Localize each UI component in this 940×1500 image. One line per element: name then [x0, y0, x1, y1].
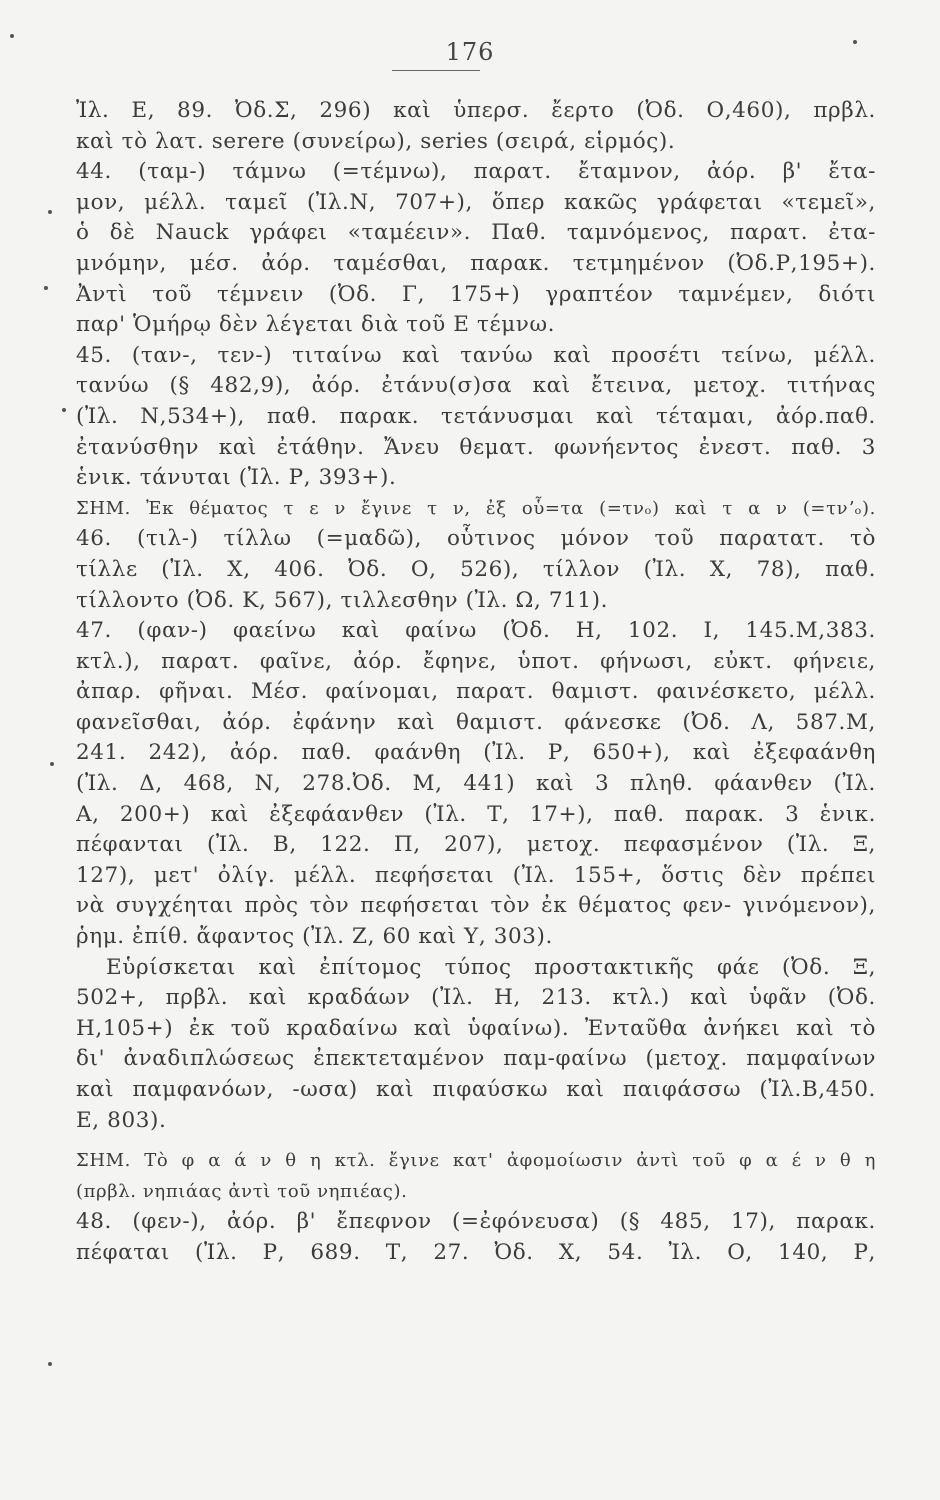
- text-line: Ε, 803).: [76, 1107, 167, 1133]
- text-line: Εὑρίσκεται καὶ ἐπίτομος τύπος προστακτικῆς φάε (Ὀδ. Ξ,: [106, 954, 876, 980]
- print-speck: [48, 1362, 52, 1366]
- note-line: ΣΗΜ. Ἐκ θέματος τ ε ν ἔγινε τ ν, ἐξ οὗ=τα (=τνₒ) καὶ τ α ν (=τνʼₒ).: [76, 497, 876, 519]
- print-speck: [10, 34, 14, 38]
- text-line: 44. (ταμ-) τάμνω (=τέμνω), παρατ. ἔταμνον, ἀόρ. β' ἔτα-: [76, 159, 876, 185]
- print-speck: [853, 40, 857, 44]
- text-line: 48. (φεν-), ἀόρ. β' ἔπεφνον (=ἐφόνευσα) (§ 485, 17), παρακ.: [76, 1209, 876, 1235]
- text-line: Η,105+) ἐκ τοῦ κραδαίνω καὶ ὑφαίνω). Ἐνταῦθα ἀνήκει καὶ τὸ: [76, 1015, 876, 1041]
- print-speck: [44, 286, 48, 290]
- text-body: [76, 96, 876, 1269]
- text-line: πέφαται (Ἰλ. Ρ, 689. Τ, 27. Ὀδ. Χ, 54. Ἰλ. Ο, 140, Ρ,: [76, 1239, 876, 1265]
- text-line: (Ἰλ. Δ, 468, Ν, 278.Ὀδ. Μ, 441) καὶ 3 πληθ. φάανθεν (Ἰλ.: [76, 771, 876, 797]
- paragraph-gap: [76, 1136, 876, 1146]
- print-speck: [48, 210, 52, 214]
- text-line: φανεῖσθαι, ἀόρ. ἐφάνην καὶ θαμιστ. φάνεσκε (Ὀδ. Λ, 587.Μ,: [76, 709, 876, 735]
- text-line: μον, μέλλ. ταμεῖ (Ἰλ.Ν, 707+), ὅπερ κακῶς γράφεται «τεμεῖ»,: [76, 189, 876, 215]
- text-line: 241. 242), ἀόρ. παθ. φαάνθη (Ἰλ. Ρ, 650+), καὶ ἐξεφαάνθη: [76, 740, 876, 766]
- text-line: τίλλε (Ἰλ. Χ, 406. Ὀδ. Ο, 526), τίλλον (Ἰλ. Χ, 78), παθ.: [76, 556, 876, 582]
- text-line: δι' ἀναδιπλώσεως ἐπεκτεταμένον παμ-φαίνω (μετοχ. παμφαίνων: [76, 1046, 876, 1072]
- text-line: ἐτανύσθην καὶ ἐτάθην. Ἄνευ θεματ. φωνήεντος ἐνεστ. παθ. 3: [76, 434, 876, 460]
- text-line: Ἰλ. Ε, 89. Ὀδ.Σ, 296) καὶ ὑπερσ. ἔερτο (Ὀδ. Ο,460), πρβλ.: [76, 98, 876, 123]
- text-line: τίλλοντο (Ὀδ. Κ, 567), τιλλεσθην (Ἰλ. Ω, 711).: [76, 587, 609, 613]
- print-speck: [50, 762, 54, 766]
- text-line: ἑνικ. τάνυται (Ἰλ. Ρ, 393+).: [76, 465, 397, 491]
- text-line: 46. (τιλ-) τίλλω (=μαδῶ), οὗτινος μόνον τοῦ παρατατ. τὸ: [76, 526, 876, 552]
- page-number: 176: [445, 38, 495, 66]
- text-line: ὁ δὲ Nauck γράφει «ταμέειν». Παθ. ταμνόμενος, παρατ. ἐτα-: [76, 220, 876, 246]
- text-line: (Ἰλ. Ν,534+), παθ. παρακ. τετάνυσμαι καὶ τέταμαι, ἀόρ.παθ.: [76, 403, 876, 429]
- text-line: ἀπαρ. φῆναι. Μέσ. φαίνομαι, παρατ. θαμιστ. φαινέσκετο, μέλλ.: [76, 679, 876, 705]
- text-line: 47. (φαν-) φαείνω καὶ φαίνω (Ὀδ. Η, 102. Ι, 145.Μ,383.: [76, 618, 876, 644]
- text-line: καὶ παμφανόων, -ωσα) καὶ πιφαύσκω καὶ παιφάσσω (Ἰλ.Β,450.: [76, 1077, 876, 1102]
- text-line: ῥημ. ἐπίθ. ἄφαντος (Ἰλ. Ζ, 60 καὶ Υ, 303).: [76, 924, 553, 950]
- text-line: πέφανται (Ἰλ. Β, 122. Π, 207), μετοχ. πεφασμένον (Ἰλ. Ξ,: [76, 832, 876, 858]
- text-line: παρ' Ὁμήρῳ δὲν λέγεται διὰ τοῦ Ε τέμνω.: [76, 312, 556, 338]
- text-line: μνόμην, μέσ. ἀόρ. ταμέσθαι, παρακ. τετμημένον (Ὀδ.Ρ,195+).: [76, 250, 876, 276]
- note-line: ΣΗΜ. Τὸ φ α ά ν θ η κτλ. ἔγινε κατ' ἀφομοίωσιν ἀντὶ τοῦ φ α έ ν θ η: [76, 1150, 876, 1172]
- note-line: (πρβλ. νηπιάας ἀντὶ τοῦ νηπιέας).: [76, 1180, 408, 1202]
- text-line: 45. (ταν-, τεν-) τιταίνω καὶ τανύω καὶ προσέτι τείνω, μέλλ.: [76, 342, 876, 368]
- header-rule: [392, 70, 480, 71]
- text-line: 502+, πρβλ. καὶ κραδάων (Ἰλ. Η, 213. κτλ.) καὶ ὑφᾶν (Ὀδ.: [76, 985, 876, 1011]
- text-line: 127), μετ' ὀλίγ. μέλλ. πεφήσεται (Ἰλ. 155+, ὅστις δὲν πρέπει: [76, 862, 876, 888]
- text-line: νὰ συγχέηται πρὸς τὸν πεφήσεται τὸν ἐκ θέματος φεν- γινόμενον),: [76, 893, 876, 919]
- text-line: Ἀντὶ τοῦ τέμνειν (Ὀδ. Γ, 175+) γραπτέον ταμνέμεν, διότι: [76, 281, 876, 307]
- text-line: Α, 200+) καὶ ἐξεφάανθεν (Ἰλ. Τ, 17+), παθ. παρακ. 3 ἑνικ.: [76, 801, 876, 827]
- text-line: τανύω (§ 482,9), ἀόρ. ἐτάνυ(σ)σα καὶ ἔτεινα, μετοχ. τιτήνας: [76, 373, 876, 399]
- text-line: καὶ τὸ λατ. serere (συνείρω), series (σειρά, εἱρμός).: [76, 128, 676, 154]
- print-speck: [62, 408, 66, 412]
- text-line: κτλ.), παρατ. φαῖνε, ἀόρ. ἔφηνε, ὑποτ. φήνωσι, εὐκτ. φήνειε,: [76, 648, 876, 674]
